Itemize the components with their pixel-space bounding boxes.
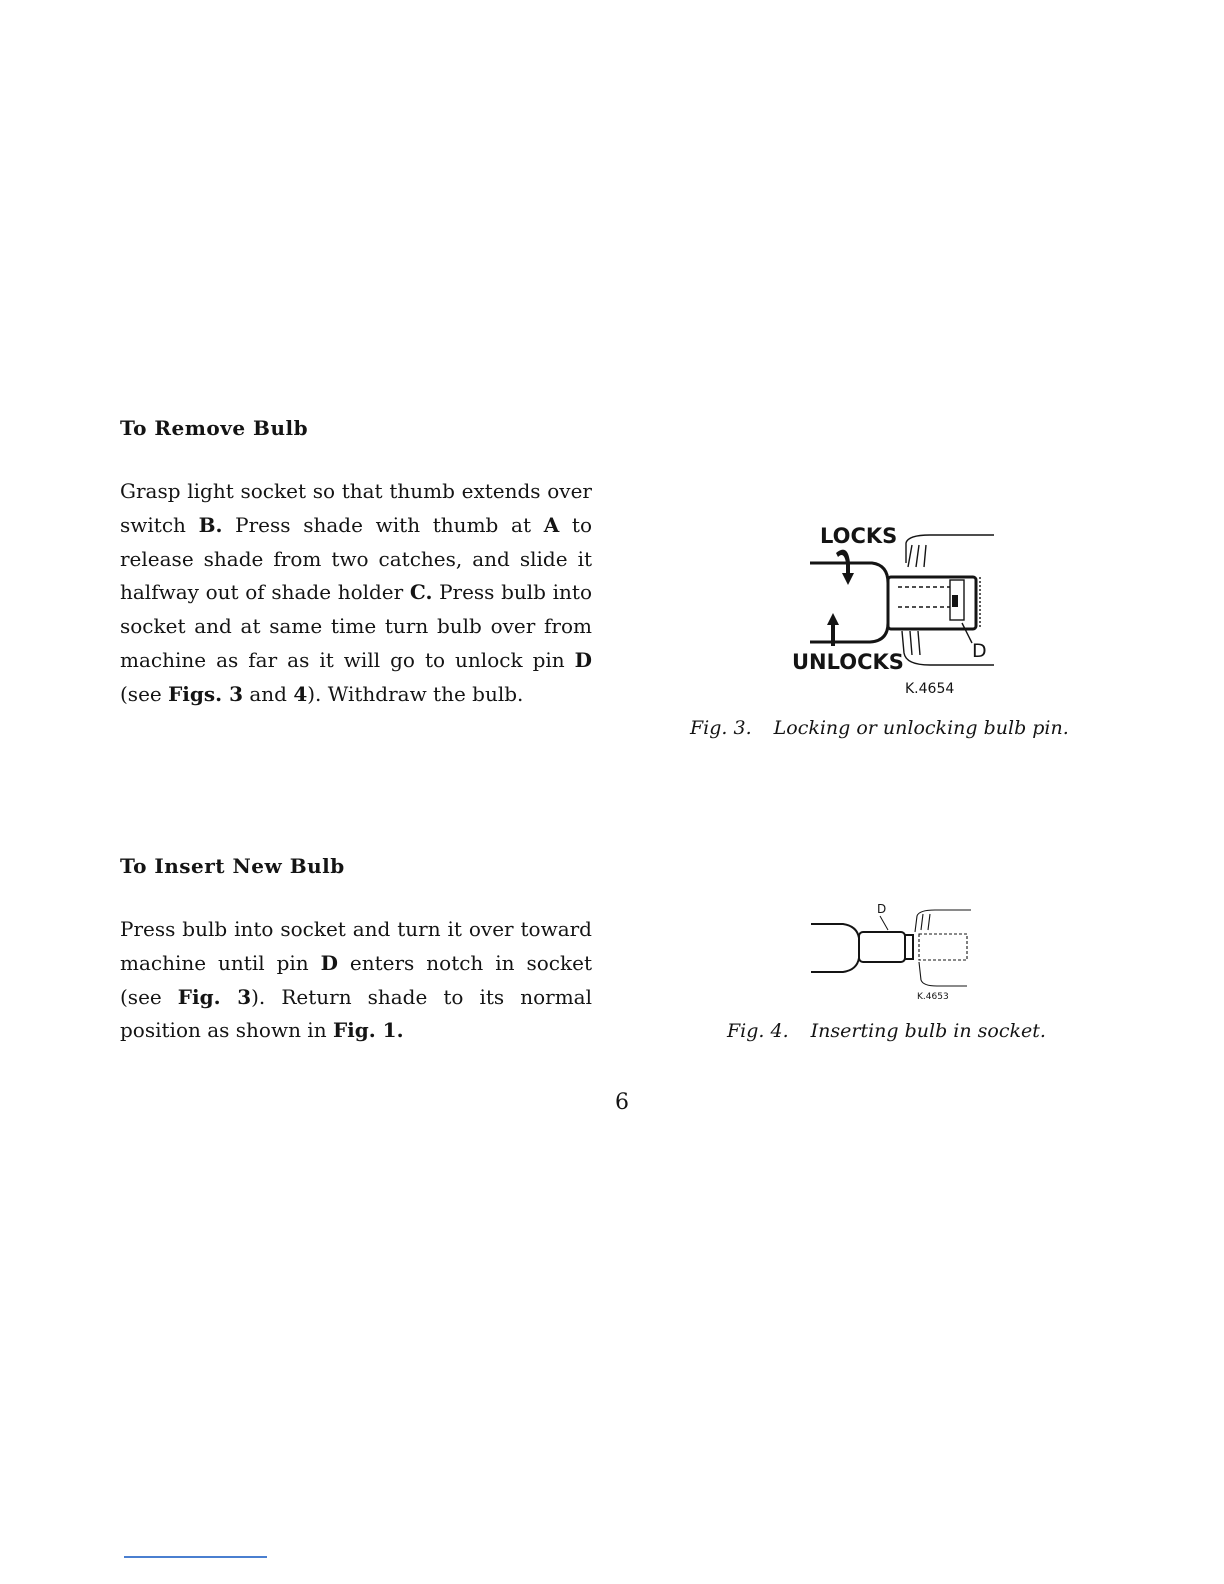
text-run: enters notch in socket (see <box>120 950 592 1009</box>
bold-reference: Figs. 3 <box>168 681 243 706</box>
bold-reference: Fig. 1. <box>332 1018 404 1043</box>
paragraph-remove-bulb <box>120 475 592 712</box>
bold-reference: Fig. 3 <box>177 984 252 1009</box>
figure-4-caption-text: Inserting bulb in socket. <box>810 1020 1046 1042</box>
text-run: Grasp light socket so that thumb extends over switch <box>120 479 592 537</box>
bold-reference: D <box>320 950 338 975</box>
figure-3-reference: K.4654 <box>905 681 955 697</box>
pin-d-pointer <box>880 916 888 930</box>
locks-label: LOCKS <box>820 524 898 548</box>
text-run: Press bulb into socket and at same time turn bulb over from machine as far as it will go to unlock pin <box>120 580 592 672</box>
figure-4-reference: K.4653 <box>917 992 949 1002</box>
figure-4-drawing <box>805 900 980 1010</box>
figure-4 <box>805 900 980 1010</box>
figure-3-caption <box>690 717 1069 739</box>
heading-insert-bulb: To Insert New Bulb <box>120 854 345 878</box>
text-run: ). Return shade to its normal position as shown in <box>120 984 592 1043</box>
pin-d-shape <box>952 595 958 607</box>
bottom-divider <box>124 1556 267 1558</box>
figure-4-number: Fig. 4. <box>727 1020 789 1042</box>
paragraph-insert-bulb <box>120 913 592 1048</box>
figure-3-caption-text: Locking or unlocking bulb pin. <box>773 717 1069 739</box>
unlocks-label: UNLOCKS <box>792 650 904 674</box>
text-run: ). Withdraw the bulb. <box>307 681 524 706</box>
text-run: Press shade with thumb at <box>222 512 544 537</box>
figure-4-caption <box>727 1020 1046 1042</box>
text-run: to release shade from two catches, and slide it halfway out of shade holder <box>120 512 592 605</box>
bold-reference: B. <box>198 512 223 537</box>
pin-d-label: D <box>972 640 987 662</box>
text-run: (see <box>120 681 169 706</box>
bold-reference: 4 <box>293 681 308 706</box>
figure-3 <box>780 515 1010 705</box>
heading-remove-bulb: To Remove Bulb <box>120 416 309 440</box>
bold-reference: A <box>543 512 560 537</box>
socket-drawing-fig4 <box>915 910 971 986</box>
text-run: and <box>243 681 294 706</box>
figure-3-drawing <box>780 515 1010 705</box>
bold-reference: D <box>574 647 592 672</box>
pin-d-label-fig4: D <box>877 902 887 916</box>
bulb-outline-fig4 <box>811 924 913 972</box>
page-number: 6 <box>615 1090 629 1115</box>
bold-reference: C. <box>409 580 433 605</box>
text-run: Press bulb into socket and turn it over toward machine until pin <box>120 917 592 975</box>
figure-3-number: Fig. 3. <box>690 717 752 739</box>
